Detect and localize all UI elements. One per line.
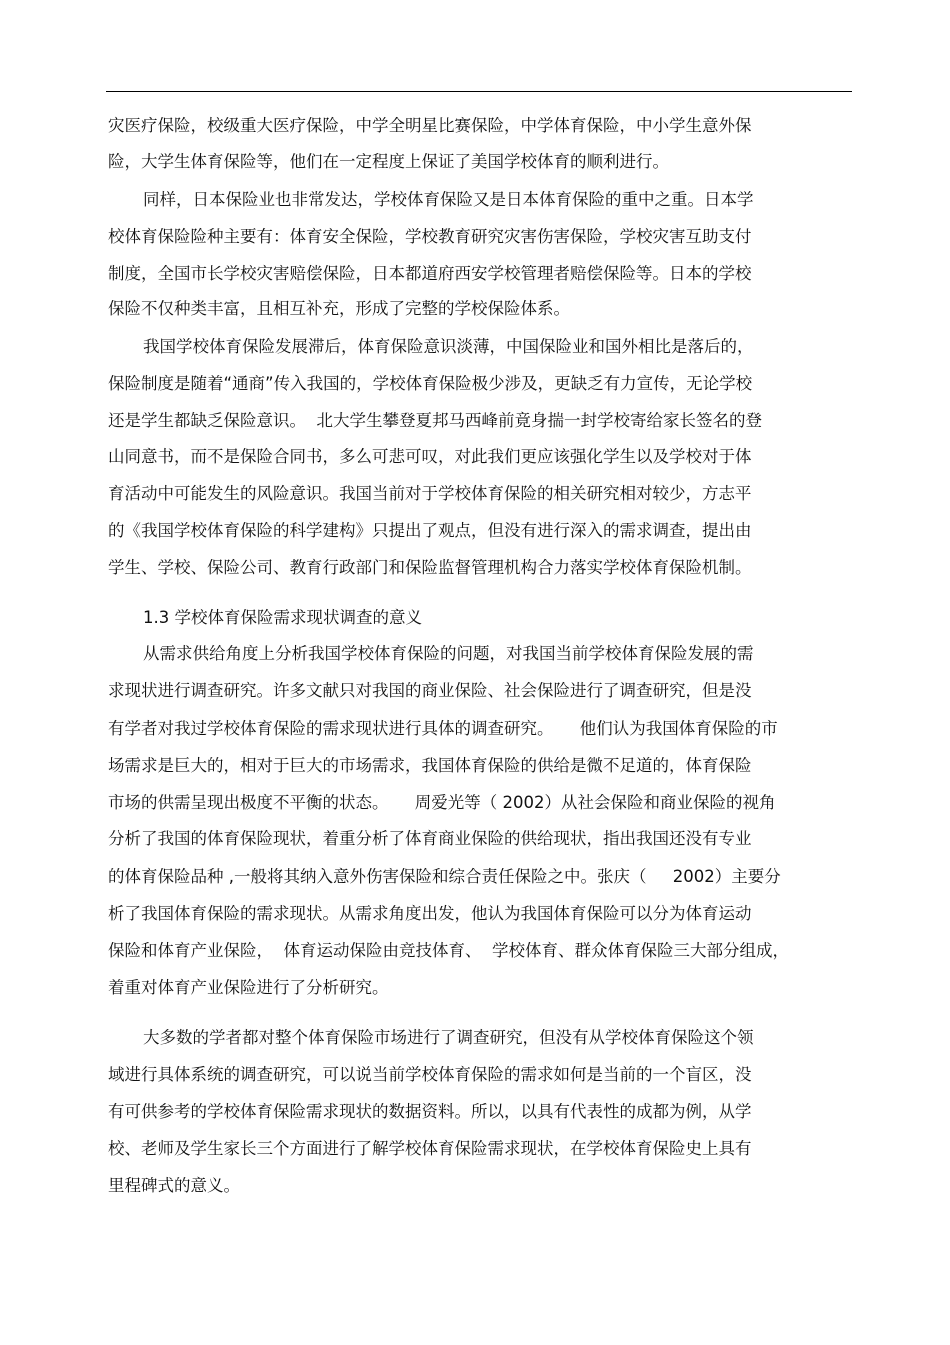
text-line: 保险和体育产业保险， 体育运动保险由竞技体育、 学校体育、群众体育保险三大部分组成， [108,941,789,960]
text-line: 的体育保险品种 ,一般将其纳入意外伤害保险和综合责任保险之中。张庆（ 2002）主要分 [108,867,781,886]
text-line: 学生、学校、保险公司、教育行政部门和保险监督管理机构合力落实学校体育保险机制。 [108,558,752,577]
text-line: 有可供参考的学校体育保险需求现状的数据资料。所以，以具有代表性的成都为例，从学 [108,1102,752,1121]
text-line: 校、老师及学生家长三个方面进行了解学校体育保险需求现状，在学校体育保险史上具有 [108,1139,752,1158]
text-line: 还是学生都缺乏保险意识。 北大学生攀登夏邦马西峰前竟身揣一封学校寄给家长签名的登 [108,411,762,430]
text-line: 场需求是巨大的，相对于巨大的市场需求，我国体育保险的供给是微不足道的，体育保险 [108,756,752,775]
text-line: 的《我国学校体育保险的科学建构》只提出了观点，但没有进行深入的需求调查，提出由 [108,521,752,540]
text-line: 我国学校体育保险发展滞后，体育保险意识淡薄，中国保险业和国外相比是落后的， [143,337,754,356]
text-line: 育活动中可能发生的风险意识。我国当前对于学校体育保险的相关研究相对较少，方志平 [108,484,752,503]
text-line: 着重对体育产业保险进行了分析研究。 [108,978,389,997]
text-line: 有学者对我过学校体育保险的需求现状进行具体的调查研究。 他们认为我国体育保险的市 [108,719,778,738]
text-line: 灾医疗保险，校级重大医疗保险，中学全明星比赛保险，中学体育保险，中小学生意外保 [108,116,752,135]
text-line: 同样，日本保险业也非常发达，学校体育保险又是日本体育保险的重中之重。日本学 [143,190,754,209]
text-line: 里程碑式的意义。 [108,1176,240,1195]
text-line: 校体育保险险种主要有：体育安全保险，学校教育研究灾害伤害保险，学校灾害互助支付 [108,227,752,246]
text-line: 域进行具体系统的调查研究，可以说当前学校体育保险的需求如何是当前的一个盲区，没 [108,1065,752,1084]
text-line: 从需求供给角度上分析我国学校体育保险的问题，对我国当前学校体育保险发展的需 [143,644,754,663]
text-line: 市场的供需呈现出极度不平衡的状态。 周爱光等（ 2002）从社会保险和商业保险的视角 [108,793,776,812]
text-line: 大多数的学者都对整个体育保险市场进行了调查研究，但没有从学校体育保险这个领 [143,1028,754,1047]
section-heading: 1.3 学校体育保险需求现状调查的意义 [143,608,422,627]
header-rule [106,91,852,92]
text-line: 析了我国体育保险的需求现状。从需求角度出发，他认为我国体育保险可以分为体育运动 [108,904,752,923]
text-line: 险，大学生体育保险等，他们在一定程度上保证了美国学校体育的顺利进行。 [108,152,669,171]
text-line: 保险不仅种类丰富，且相互补充，形成了完整的学校保险体系。 [108,299,570,318]
text-line: 分析了我国的体育保险现状，着重分析了体育商业保险的供给现状，指出我国还没有专业 [108,829,752,848]
text-line: 保险制度是随着“通商”传入我国的，学校体育保险极少涉及，更缺乏有力宣传，无论学校 [108,374,753,393]
text-line: 山同意书，而不是保险合同书，多么可悲可叹，对此我们更应该强化学生以及学校对于体 [108,447,752,466]
text-line: 求现状进行调查研究。许多文献只对我国的商业保险、社会保险进行了调查研究，但是没 [108,681,752,700]
text-line: 制度，全国市长学校灾害赔偿保险，日本都道府西安学校管理者赔偿保险等。日本的学校 [108,264,752,283]
